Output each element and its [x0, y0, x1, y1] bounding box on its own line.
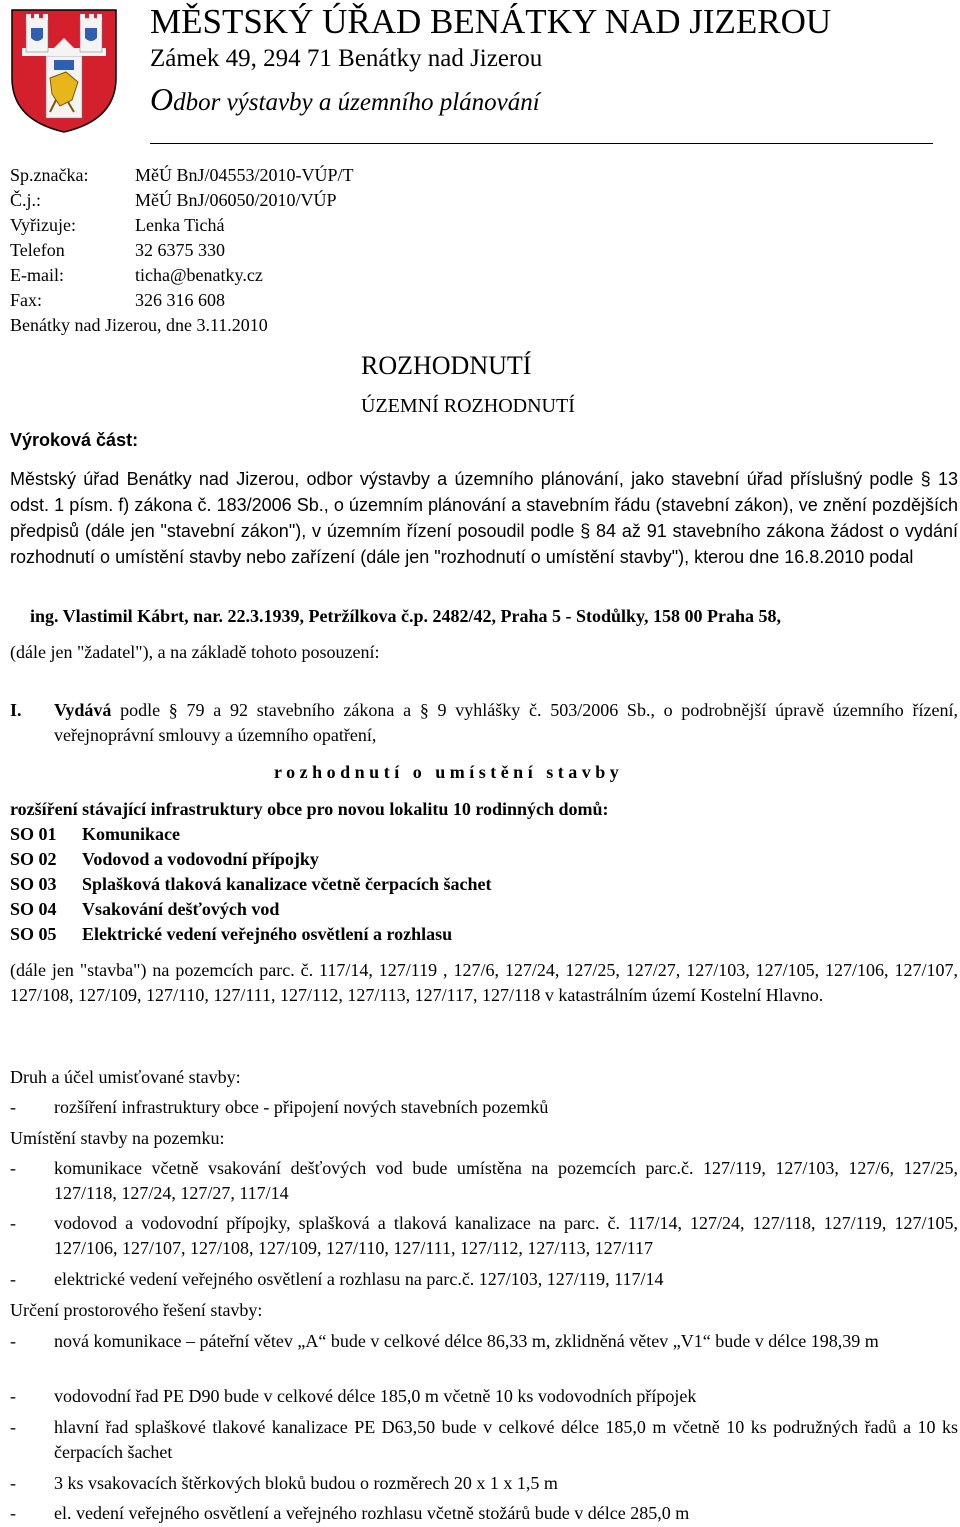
- department-name: [150, 81, 540, 118]
- applicant-note: (dále jen "žadatel"), a na základě tohoto posouzení:: [10, 642, 380, 662]
- section-heading: Druh a účel umisťované stavby:: [10, 1067, 241, 1087]
- document-subtitle: ÚZEMNÍ ROZHODNUTÍ: [361, 395, 575, 417]
- project-title: rozšíření stávající infrastruktury obce pro novou lokalitu 10 rodinných domů:: [10, 799, 609, 819]
- office-address: Zámek 49, 294 71 Benátky nad Jizerou: [150, 45, 543, 72]
- list-item: vodovod a vodovodní přípojky, splašková a tlaková kanalizace na parc. č. 117/14, 127/24, 127/118, 127/119, 127/105, 127/106, 127/107, 127/108, 127/109, 127/110, 127/111, 127/112, 127/113, 127/117: [54, 1213, 958, 1258]
- office-name: MĚSTSKÝ ÚŘAD BENÁTKY NAD JIZEROU: [150, 2, 832, 41]
- meta-value: 326 316 608: [135, 290, 225, 310]
- meta-label: E-mail:: [10, 265, 64, 285]
- list-item: el. vedení veřejného osvětlení a veřejného rozhlasu včetně stožárů bude v délce 285,0 m: [54, 1503, 690, 1523]
- list-dash: -: [10, 1158, 16, 1178]
- object-name: Vodovod a vodovodní přípojky: [82, 849, 319, 869]
- list-dash: -: [10, 1503, 16, 1523]
- section-heading: Umístění stavby na pozemku:: [10, 1128, 225, 1148]
- meta-value: MěÚ BnJ/04553/2010-VÚP/T: [135, 165, 354, 185]
- object-name: Splašková tlaková kanalizace včetně čerpacích šachet: [82, 874, 492, 894]
- decision-number: I.: [10, 700, 22, 720]
- object-code: SO 05: [10, 924, 57, 944]
- meta-label: Vyřizuje:: [10, 215, 76, 235]
- list-dash: -: [10, 1386, 16, 1406]
- list-item: rozšíření infrastruktury obce - připojení nových stavebních pozemků: [54, 1097, 549, 1117]
- list-item: vodovodní řad PE D90 bude v celkové délce 185,0 m včetně 10 ks vodovodních přípojek: [54, 1386, 697, 1406]
- meta-label: Sp.značka:: [10, 165, 89, 185]
- list-item: komunikace včetně vsakování dešťových vod bude umístěna na pozemcích parc.č. 127/119, 127/103, 127/6, 127/25, 127/118, 127/24, 127/27, 117/14: [54, 1158, 958, 1203]
- decision-verb: Vydává: [54, 700, 112, 720]
- list-item: 3 ks vsakovacích štěrkových bloků budou o rozměrech 20 x 1 x 1,5 m: [54, 1473, 558, 1493]
- object-code: SO 02: [10, 849, 57, 869]
- intro-paragraph: Městský úřad Benátky nad Jizerou, odbor výstavby a územního plánování, jako stavební úřad příslušný podle § 13 odst. 1 písm. f) zákona č. 183/2006 Sb., o územním plánování a stavebním řádu (stavební zákon), ve znění pozdějších předpisů (dále jen "stavební zákon"), v územním řízení posoudil podle § 84 až 91 stavebního zákona žádost o vydání rozhodnutí o umístění stavby nebo zařízení (dále jen "rozhodnutí o umístění stavby"), kterou dne 16.8.2010 podal: [10, 469, 958, 567]
- department-rest: dbor výstavby a územního plánování: [173, 89, 540, 116]
- decision-body: podle § 79 a 92 stavebního zákona a § 9 vyhlášky č. 503/2006 Sb., o podrobnější úpravě územního řízení, veřejnoprávní smlouvy a územního opatření,: [54, 700, 958, 745]
- object-code: SO 03: [10, 874, 57, 894]
- section-heading: Určení prostorového řešení stavby:: [10, 1300, 263, 1320]
- object-code: SO 01: [10, 824, 57, 844]
- meta-label: Telefon: [10, 240, 65, 260]
- list-dash: -: [10, 1417, 16, 1437]
- email-link[interactable]: ticha@benatky.cz: [135, 265, 263, 285]
- object-name: Komunikace: [82, 824, 181, 844]
- applicant-line: ing. Vlastimil Kábrt, nar. 22.3.1939, Petržílkova č.p. 2482/42, Praha 5 - Stodůlky, 158 00 Praha 58,: [30, 606, 782, 626]
- meta-label: Č.j.:: [10, 190, 42, 210]
- list-item: hlavní řad splaškové tlakové kanalizace PE D63,50 bude v celkové délce 185,0 m včetně 10 ks podružných řadů a 10 ks čerpacích šachet: [54, 1417, 958, 1462]
- list-item: elektrické vedení veřejného osvětlení a rozhlasu na parc.č. 127/103, 127/119, 117/14: [54, 1269, 664, 1289]
- meta-label: Fax:: [10, 290, 43, 310]
- list-dash: -: [10, 1473, 16, 1493]
- list-item: nová komunikace – páteřní větev „A“ bude v celkové délce 86,33 m, zklidněná větev „V1“ bude v délce 198,39 m: [54, 1331, 879, 1351]
- object-name: Elektrické vedení veřejného osvětlení a rozhlasu: [82, 924, 453, 944]
- meta-value: MěÚ BnJ/06050/2010/VÚP: [135, 190, 337, 210]
- list-dash: -: [10, 1331, 16, 1351]
- list-dash: -: [10, 1269, 16, 1289]
- department-initial: O: [150, 81, 174, 117]
- list-dash: -: [10, 1097, 16, 1117]
- decision-spaced-title: r o z h o d n u t í o u m í s t ě n í s t a v b y: [274, 762, 619, 782]
- document-title: ROZHODNUTÍ: [361, 351, 532, 380]
- meta-value: Lenka Tichá: [135, 215, 225, 235]
- decision-text: [54, 698, 958, 748]
- section-heading-vyrok: Výroková část:: [10, 430, 139, 450]
- object-name: Vsakování dešťových vod: [82, 899, 280, 919]
- list-dash: -: [10, 1213, 16, 1233]
- date-line: Benátky nad Jizerou, dne 3.11.2010: [10, 315, 268, 335]
- coat-of-arms-logo: [10, 8, 118, 134]
- object-code: SO 04: [10, 899, 57, 919]
- header-divider: [150, 143, 933, 144]
- meta-value: 32 6375 330: [135, 240, 225, 260]
- parcels-paragraph: (dále jen "stavba") na pozemcích parc. č. 117/14, 127/119 , 127/6, 127/24, 127/25, 127/27, 127/103, 127/105, 127/106, 127/107, 127/108, 127/109, 127/110, 127/111, 127/112, 127/113, 127/117, 127/118 v katastrálním území Kostelní Hlavno.: [10, 960, 958, 1005]
